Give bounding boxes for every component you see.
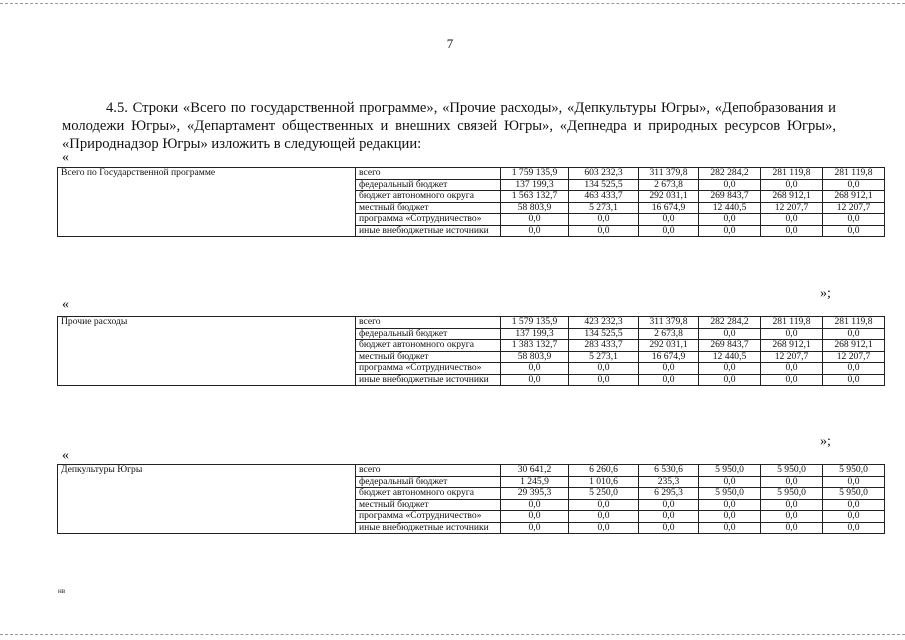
cell-value: 58 803,9 [501, 202, 569, 214]
cell-value: 1 245,9 [501, 476, 569, 488]
cell-value: 0,0 [823, 179, 885, 191]
cell-value: 29 395,3 [501, 488, 569, 500]
cell-value: 0,0 [569, 511, 639, 523]
cell-value: 58 803,9 [501, 351, 569, 363]
cell-value: 1 563 132,7 [501, 191, 569, 203]
row-label: иные внебюджетные источники [356, 522, 501, 534]
cell-value: 1 759 135,9 [501, 168, 569, 180]
open-quote: « [62, 150, 69, 165]
cell-value: 281 119,8 [823, 168, 885, 180]
executor-initials: нв [58, 587, 66, 595]
cell-value: 463 433,7 [569, 191, 639, 203]
cell-value: 0,0 [639, 214, 699, 226]
cell-value: 0,0 [761, 476, 823, 488]
row-label: бюджет автономного округа [356, 340, 501, 352]
cell-value: 0,0 [501, 511, 569, 523]
cell-value: 0,0 [823, 328, 885, 340]
cell-value: 0,0 [639, 225, 699, 237]
cell-value: 16 674,9 [639, 351, 699, 363]
cell-value: 0,0 [639, 499, 699, 511]
cell-value: 1 010,6 [569, 476, 639, 488]
cell-value: 5 273,1 [569, 351, 639, 363]
cell-value: 5 950,0 [823, 488, 885, 500]
cell-value: 0,0 [501, 214, 569, 226]
cell-value: 0,0 [569, 522, 639, 534]
cell-value: 0,0 [823, 363, 885, 375]
cell-value: 5 273,1 [569, 202, 639, 214]
cell-value: 292 031,1 [639, 191, 699, 203]
cell-value: 0,0 [569, 363, 639, 375]
cell-value: 134 525,5 [569, 328, 639, 340]
cell-value: 2 673,8 [639, 328, 699, 340]
page-number: 7 [446, 36, 454, 51]
cell-value: 0,0 [501, 499, 569, 511]
cell-value: 0,0 [761, 511, 823, 523]
cell-value: 5 950,0 [761, 465, 823, 477]
page-top-edge [0, 3, 905, 4]
cell-value: 0,0 [639, 511, 699, 523]
cell-value: 1 579 135,9 [501, 317, 569, 329]
open-quote: « [62, 297, 69, 312]
cell-value: 0,0 [761, 328, 823, 340]
cell-value: 0,0 [501, 363, 569, 375]
cell-value: 268 912,1 [823, 340, 885, 352]
budget-table-depculture [57, 464, 885, 534]
cell-value: 282 284,2 [699, 168, 761, 180]
cell-value: 0,0 [823, 374, 885, 386]
row-label: всего [356, 168, 501, 180]
cell-value: 0,0 [761, 499, 823, 511]
cell-value: 0,0 [501, 225, 569, 237]
cell-value: 282 284,2 [699, 317, 761, 329]
cell-value: 0,0 [569, 499, 639, 511]
cell-value: 283 433,7 [569, 340, 639, 352]
cell-value: 423 232,3 [569, 317, 639, 329]
cell-value: 0,0 [761, 522, 823, 534]
cell-value: 603 232,3 [569, 168, 639, 180]
cell-value: 0,0 [761, 363, 823, 375]
cell-value: 268 912,1 [761, 340, 823, 352]
cell-value: 281 119,8 [761, 168, 823, 180]
cell-value: 0,0 [501, 522, 569, 534]
cell-value: 2 673,8 [639, 179, 699, 191]
cell-value: 5 250,0 [569, 488, 639, 500]
cell-value: 5 950,0 [699, 488, 761, 500]
cell-value: 6 530,6 [639, 465, 699, 477]
row-label: местный бюджет [356, 351, 501, 363]
cell-value: 12 207,7 [823, 351, 885, 363]
table-row [58, 465, 885, 477]
cell-value: 269 843,7 [699, 191, 761, 203]
budget-table-total [57, 167, 885, 237]
cell-value: 0,0 [699, 476, 761, 488]
cell-value: 0,0 [699, 499, 761, 511]
cell-value: 0,0 [699, 363, 761, 375]
row-label: местный бюджет [356, 499, 501, 511]
row-label: программа «Сотрудничество» [356, 511, 501, 523]
cell-value: 5 950,0 [699, 465, 761, 477]
cell-value: 0,0 [639, 363, 699, 375]
cell-value: 0,0 [639, 374, 699, 386]
cell-value: 16 674,9 [639, 202, 699, 214]
cell-value: 0,0 [699, 374, 761, 386]
cell-value: 6 295,3 [639, 488, 699, 500]
cell-value: 0,0 [823, 511, 885, 523]
row-label: иные внебюджетные источники [356, 225, 501, 237]
table-row [58, 317, 885, 329]
row-label: федеральный бюджет [356, 328, 501, 340]
cell-value: 269 843,7 [699, 340, 761, 352]
close-quote: »; [820, 434, 831, 449]
row-label: бюджет автономного округа [356, 488, 501, 500]
cell-value: 0,0 [823, 214, 885, 226]
cell-value: 0,0 [823, 225, 885, 237]
cell-value: 268 912,1 [761, 191, 823, 203]
cell-value: 0,0 [699, 328, 761, 340]
close-quote: »; [820, 286, 831, 301]
cell-value: 311 379,8 [639, 317, 699, 329]
cell-value: 292 031,1 [639, 340, 699, 352]
budget-table-other-expenses [57, 316, 885, 386]
cell-value: 0,0 [699, 214, 761, 226]
cell-value: 0,0 [823, 522, 885, 534]
cell-value: 0,0 [569, 225, 639, 237]
cell-value: 0,0 [761, 179, 823, 191]
cell-value: 12 440,5 [699, 202, 761, 214]
table-row-name: Прочие расходы [58, 317, 356, 386]
cell-value: 0,0 [699, 522, 761, 534]
cell-value: 0,0 [823, 499, 885, 511]
row-label: федеральный бюджет [356, 476, 501, 488]
cell-value: 0,0 [699, 225, 761, 237]
cell-value: 0,0 [569, 374, 639, 386]
table-row [58, 168, 885, 180]
table-row-name: Всего по Государственной программе [58, 168, 356, 237]
cell-value: 281 119,8 [761, 317, 823, 329]
cell-value: 0,0 [699, 179, 761, 191]
row-label: федеральный бюджет [356, 179, 501, 191]
cell-value: 12 440,5 [699, 351, 761, 363]
cell-value: 5 950,0 [823, 465, 885, 477]
row-label: иные внебюджетные источники [356, 374, 501, 386]
cell-value: 0,0 [639, 522, 699, 534]
cell-value: 0,0 [761, 374, 823, 386]
row-label: всего [356, 465, 501, 477]
cell-value: 137 199,3 [501, 179, 569, 191]
cell-value: 0,0 [569, 214, 639, 226]
row-label: всего [356, 317, 501, 329]
row-label: местный бюджет [356, 202, 501, 214]
cell-value: 268 912,1 [823, 191, 885, 203]
cell-value: 134 525,5 [569, 179, 639, 191]
cell-value: 137 199,3 [501, 328, 569, 340]
cell-value: 5 950,0 [761, 488, 823, 500]
cell-value: 235,3 [639, 476, 699, 488]
row-label: программа «Сотрудничество» [356, 214, 501, 226]
cell-value: 12 207,7 [761, 202, 823, 214]
row-label: бюджет автономного округа [356, 191, 501, 203]
table-row-name: Депкультуры Югры [58, 465, 356, 534]
cell-value: 30 641,2 [501, 465, 569, 477]
cell-value: 0,0 [761, 225, 823, 237]
cell-value: 12 207,7 [761, 351, 823, 363]
cell-value: 12 207,7 [823, 202, 885, 214]
open-quote: « [62, 448, 69, 463]
page-bottom-edge [0, 634, 905, 635]
cell-value: 281 119,8 [823, 317, 885, 329]
amendment-intro-paragraph: 4.5. Строки «Всего по государственной программе», «Прочие расходы», «Депкультуры Югры», «Депобразования и молодежи Югры», «Департамент общественных и внешних связей Югры», «Депнедра и природных ресурсов Югры», «Природнадзор Югры» изложить в следующей редакции: [62, 100, 836, 152]
cell-value: 6 260,6 [569, 465, 639, 477]
cell-value: 0,0 [761, 214, 823, 226]
cell-value: 0,0 [699, 511, 761, 523]
cell-value: 1 383 132,7 [501, 340, 569, 352]
cell-value: 0,0 [501, 374, 569, 386]
cell-value: 0,0 [823, 476, 885, 488]
cell-value: 311 379,8 [639, 168, 699, 180]
row-label: программа «Сотрудничество» [356, 363, 501, 375]
